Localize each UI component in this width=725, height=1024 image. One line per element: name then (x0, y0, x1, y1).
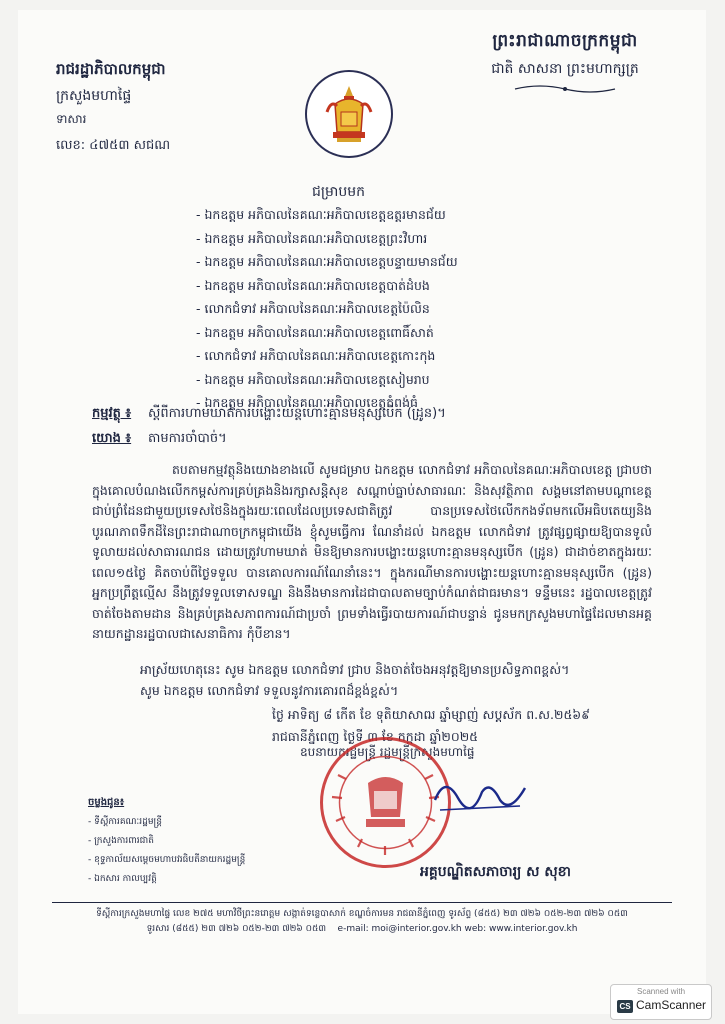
lunar-date: ថ្ងៃ អាទិត្យ ៨ កើត ខែ ទុតិយាសាឍ ឆ្នាំម្សាញ់ សប្តស័ក ព.ស.២៥៦៩ (272, 707, 590, 722)
recipient-item: - ឯកឧត្តម អភិបាលនៃគណៈអភិបាលខេត្តព្រះវិហារ (196, 230, 428, 246)
signature-icon (430, 770, 530, 820)
copy-recipients (88, 795, 308, 892)
kingdom-header (450, 30, 680, 100)
kingdom-title: ព្រះរាជាណាចក្រកម្ពុជា (492, 31, 638, 51)
scanned-with-label: Scanned with (636, 987, 686, 996)
ministry-emblem (305, 70, 393, 158)
ministry-decoration: ទាសារ (56, 112, 87, 126)
signature (430, 770, 530, 820)
national-motto: ជាតិ សាសនា ព្រះមហាក្សត្រ (491, 61, 639, 77)
closing-line: អាស្រ័យហេតុនេះ សូម ឯកឧត្តម លោកជំទាវ ជ្រាប និងចាត់ចែងអនុវត្តឱ្យមានប្រសិទ្ធភាពខ្ពស់។ (140, 662, 570, 677)
respectfully-to: ជម្រាបមក (312, 184, 366, 200)
recipients-list (196, 203, 576, 415)
solar-date: រាជធានីភ្នំពេញ ថ្ងៃទី ៣ ខែ កក្កដា ឆ្នាំ២០២៥ (272, 729, 479, 744)
ministry-header (56, 60, 256, 156)
body-paragraph: តបតាមកម្មវត្ថុនិងយោងខាងលើ សូមជម្រាប ឯកឧត្តម លោកជំទាវ អភិបាលនៃគណៈអភិបាលខេត្ត ជ្រាបថា ក្នុងគោលបំណងលើកកម្ពស់ការគ្រប់គ្រងនិងរក្សាសន្តិសុខ សណ្តាប់ធ្នាប់សាធារណៈ និងសុវត្ថិភាព សង្គមនៅតាមបណ្តាខេត្តជាប់ព្រំដែនជាមួយប្រទេសថៃនិងក្នុងរយៈពេលដែលប្រទេសជាតិត្រូវ បានប្រទេសថៃលើកកងទ័ពមកលើអធិបតេយ្យនិងបូរណភាពទឹកដីនៃព្រះរាជាណាចក្រកម្ពុជាយើង ខ្ញុំសូមធ្វើការ ណែនាំដល់ ឯកឧត្តម លោកជំទាវ ត្រូវផ្សព្វផ្សាយឱ្យបានទូលំទូលាយដល់សាធារណជន ដោយត្រូវហាមឃាត់ មិនឱ្យមានការបង្ហោះយន្តហោះគ្មានមនុស្សបើក (ដ្រូន) ជាដាច់ខាតក្នុងរយៈពេល១៥ថ្ងៃ គិតចាប់ពីថ្ងៃទទួល បានគោលការណ៍ណែនាំនេះ។ ក្នុងករណីមានការបង្ហោះយន្តហោះគ្មានមនុស្សបើក (ដ្រូន) អ្នកប្រព្រឹត្តល្មើស នឹងត្រូវទទួលទោសទណ្ឌ និងនឹងមានការដៃជាបាលតាមច្បាប់កំណត់ជាធរមាន។ ទន្ទឹមនេះ រដ្ឋបាលខេត្តត្រូវ ចាត់ចែងតាមដាន និងគ្រប់គ្រងសភាពការណ៍ជាប្រចាំ ព្រមទាំងធ្វើរបាយការណ៍ជាបន្ទាន់ ជូនមកក្រសួងមហាផ្ទៃដែលមានអគ្គនាយកដ្ឋានរដ្ឋបាលជាសេនាធិការ កុំបីខាន។ (92, 462, 652, 641)
subject-block (92, 405, 652, 455)
letter-body (92, 460, 652, 645)
recipient-item: - ឯកឧត្តម អភិបាលនៃគណៈអភិបាលខេត្តកំពង់ធំ (196, 395, 418, 410)
copy-title: ចម្លងជូន៖ (88, 797, 125, 808)
government-title: រាជរដ្ឋាភិបាលកម្ពុជា (56, 60, 166, 78)
copy-item: - ខុទ្ទកាល័យសម្តេចមហាបវរធិបតីនាយករដ្ឋមន្ត្រី (88, 855, 246, 865)
camscanner-watermark (610, 984, 712, 1020)
recipient-item: - ឯកឧត្តម អភិបាលនៃគណៈអភិបាលខេត្តពោធិ៍សាត់ (196, 324, 434, 340)
copy-item: - ក្រសួងការពារជាតិ (88, 836, 154, 846)
signer-name: អគ្គបណ្ឌិតសភាចារ្យ ស សុខា (420, 864, 571, 880)
footer-contact: e-mail: moi@interior.gov.kh web: www.interior.gov.kh (337, 924, 578, 934)
closing-line: សូម ឯកឧត្តម លោកជំទាវ ទទួលនូវការគោរពដ៏ខ្ពង់ខ្ពស់។ (140, 682, 399, 698)
recipient-item: - ឯកឧត្តម អភិបាលនៃគណៈអភិបាលខេត្តបន្ទាយមានជ័យ (196, 254, 458, 269)
emblem-icon (307, 72, 391, 156)
signer-title: ឧបនាយករដ្ឋមន្ត្រី រដ្ឋមន្ត្រីក្រសួងមហាផ្ទៃ (300, 745, 475, 759)
subject-label: កម្មវត្ថុ ៖ (92, 406, 132, 421)
camscanner-logo-icon: CS (617, 1000, 633, 1013)
motto-ornament (505, 82, 625, 96)
footer-address: ទីស្តីការក្រសួងមហាផ្ទៃ លេខ ២៧៥ មហាវិថីព្រះនរោត្តម សង្កាត់ទន្លេបាសាក់ ខណ្ឌចំការមន រាជធានីភ្នំពេញ ទូរស័ព្ទ (៨៥៥) ២៣ ៧២៦ ០៥២-២៣ ៧២៦ ០៥៣ (96, 909, 628, 919)
reference-number: លេខ: ៤៧៥៣ សជណ (56, 138, 171, 153)
reference-text: តាមការចាំបាច់។ (148, 431, 227, 446)
copy-item: - ទីស្តីការគណៈរដ្ឋមន្ត្រី (88, 817, 162, 827)
camscanner-label: CamScanner (636, 998, 707, 1012)
letter-footer (52, 902, 672, 937)
closing-block (92, 660, 652, 701)
recipient-item: - ឯកឧត្តម អភិបាលនៃគណៈអភិបាលខេត្តសៀមរាប (196, 371, 430, 387)
reference-label: យោង ៖ (92, 431, 132, 446)
copy-item: - ឯកសារ កាលប្បវត្តិ (88, 874, 157, 884)
recipient-item: - ឯកឧត្តម អភិបាលនៃគណៈអភិបាលខេត្តឧត្តរមានជ័យ (196, 207, 446, 222)
subject-text: ស្តីពីការហាមឃាត់ការបង្ហោះយន្តហោះគ្មានមនុស្សបើក (ដ្រូន)។ (148, 406, 446, 421)
recipient-item: - លោកជំទាវ អភិបាលនៃគណៈអភិបាលខេត្តកោះកុង (196, 348, 436, 363)
footer-fax: ទូរសារ (៨៥៥) ២៣ ៧២៦ ០៥២-២៣ ៧២៦ ០៥៣ (146, 924, 327, 934)
recipient-item: - ឯកឧត្តម អភិបាលនៃគណៈអភិបាលខេត្តបាត់ដំបង (196, 277, 430, 293)
recipient-item: - លោកជំទាវ អភិបាលនៃគណៈអភិបាលខេត្តប៉ៃលិន (196, 301, 430, 316)
ministry-name: ក្រសួងមហាផ្ទៃ (56, 88, 132, 104)
